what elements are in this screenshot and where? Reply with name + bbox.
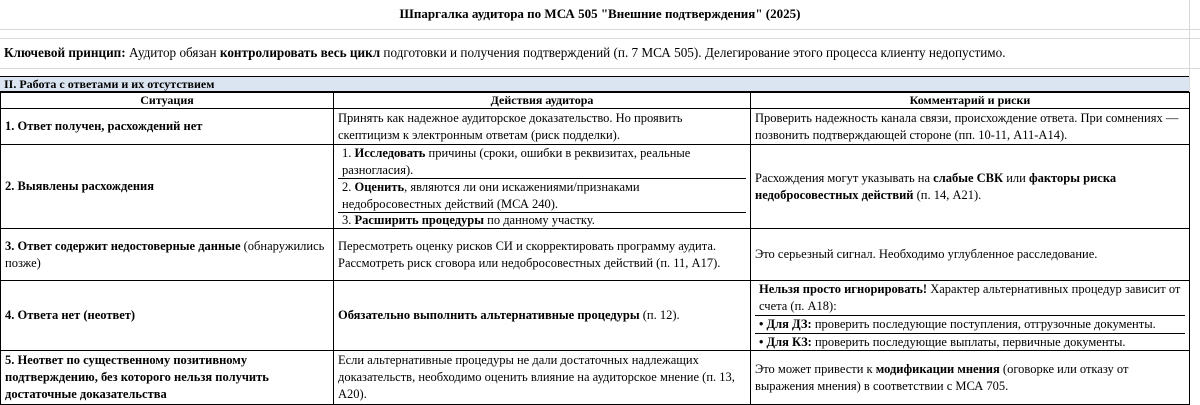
column-header-situation: Ситуация bbox=[1, 93, 334, 109]
comment-cell: Проверить надежность канала связи, происхождение ответа. При сомнениях — позвонить подтверждающей стороне (пп. 10-11, A11-A14). bbox=[751, 109, 1190, 145]
comment-part bbox=[755, 281, 1185, 316]
key-principle-label: Ключевой принцип: bbox=[4, 45, 126, 60]
comment-text: (оговорке или отказу от выражения мнения) в соответствии с МСА 705. bbox=[755, 361, 1129, 393]
table-row bbox=[1, 145, 1190, 229]
action-cell bbox=[334, 145, 751, 229]
comment-emphasis: Нельзя просто игнорировать! bbox=[759, 282, 928, 296]
action-step bbox=[338, 179, 746, 213]
comment-cell: Это серьезный сигнал. Необходимо углубленное расследование. bbox=[751, 229, 1190, 281]
comment-emphasis: • Для КЗ: bbox=[759, 335, 812, 349]
step-verb: Расширить процедуры bbox=[354, 213, 484, 227]
situation-cell: 2. Выявлены расхождения bbox=[1, 145, 334, 229]
gridline bbox=[0, 68, 1200, 69]
comment-part bbox=[755, 334, 1185, 350]
comment-text: Расхождения могут указывать на bbox=[755, 170, 934, 185]
table-header-row bbox=[1, 93, 1190, 109]
comment-text: проверить последующие поступления, отгрузочные документы. bbox=[811, 317, 1156, 331]
comment-text: или bbox=[1003, 170, 1029, 185]
situation-note: (обнаружились позже) bbox=[5, 238, 325, 270]
comment-text: Характер альтернативных процедур зависит от счета (п. A18): bbox=[759, 282, 1181, 313]
situation-cell: 5. Неответ по существенному позитивному подтверждению, без которого нельзя получить достаточные доказательства bbox=[1, 351, 334, 405]
step-number: 2. bbox=[342, 180, 355, 194]
comment-emphasis: • Для ДЗ: bbox=[759, 317, 812, 331]
section-header: II. Работа с ответами и их отсутствием bbox=[0, 76, 1189, 92]
step-text: по данному участку. bbox=[484, 213, 595, 227]
column-header-actions: Действия аудитора bbox=[334, 93, 751, 109]
table-row bbox=[1, 109, 1190, 145]
key-principle bbox=[4, 44, 1006, 62]
action-cell bbox=[334, 281, 751, 351]
comment-text: проверить последующие выплаты, первичные документы. bbox=[811, 335, 1126, 349]
comment-cell bbox=[751, 145, 1190, 229]
situation-cell: 1. Ответ получен, расхождений нет bbox=[1, 109, 334, 145]
step-number: 1. bbox=[342, 146, 355, 160]
action-step bbox=[338, 213, 746, 228]
step-text: , являются ли они искажениями/признаками недобросовестных действий (МСА 240). bbox=[342, 180, 640, 211]
situation-cell bbox=[1, 229, 334, 281]
table-row bbox=[1, 229, 1190, 281]
action-emphasis: Обязательно выполнить альтернативные процедуры bbox=[338, 308, 640, 322]
column-header-comments: Комментарий и риски bbox=[751, 93, 1190, 109]
situation-cell: 4. Ответа нет (неответ) bbox=[1, 281, 334, 351]
action-cell: Пересмотреть оценку рисков СИ и скорректировать программу аудита. Рассмотреть риск сговора или недобросовестных действий (п. 11, A17). bbox=[334, 229, 751, 281]
key-principle-text-end: подготовки и получения подтверждений (п. 7 МСА 505). Делегирование этого процесса клиенту недопустимо. bbox=[380, 45, 1006, 60]
comment-part bbox=[755, 316, 1185, 334]
table-row bbox=[1, 281, 1190, 351]
comment-text: (п. 14, A21). bbox=[913, 187, 982, 202]
page-title: Шпаргалка аудитора по МСА 505 "Внешние подтверждения" (2025) bbox=[399, 6, 801, 21]
key-principle-emphasis: контролировать весь цикл bbox=[219, 45, 381, 60]
action-step bbox=[338, 145, 746, 179]
step-verb: Исследовать bbox=[354, 146, 426, 160]
comment-emphasis: слабые СВК bbox=[933, 170, 1004, 185]
situation-text: 3. Ответ содержит недостоверные данные bbox=[5, 238, 241, 253]
step-verb: Оценить bbox=[354, 180, 405, 194]
comment-text: Это может привести к bbox=[755, 361, 876, 376]
gridline bbox=[0, 29, 1200, 30]
comment-emphasis: модификации мнения bbox=[875, 361, 1000, 376]
table-row bbox=[1, 351, 1190, 405]
key-principle-text: Аудитор обязан bbox=[125, 45, 220, 60]
comment-cell bbox=[751, 281, 1190, 351]
gridline bbox=[0, 38, 1200, 39]
action-text: (п. 12). bbox=[639, 308, 680, 322]
responses-table bbox=[0, 92, 1190, 405]
action-cell: Если альтернативные процедуры не дали достаточных надлежащих доказательств, необходимо оценить влияние на аудиторское мнение (п. 13, A20). bbox=[334, 351, 751, 405]
step-text: причины (сроки, ошибки в реквизитах, реальные разногласия). bbox=[342, 146, 691, 177]
comment-emphasis: факторы риска недобросовестных действий bbox=[755, 170, 1117, 202]
action-cell: Принять как надежное аудиторское доказательство. Но проявить скептицизм к электронным ответам (риск подделки). bbox=[334, 109, 751, 145]
comment-cell bbox=[751, 351, 1190, 405]
step-number: 3. bbox=[342, 213, 355, 227]
